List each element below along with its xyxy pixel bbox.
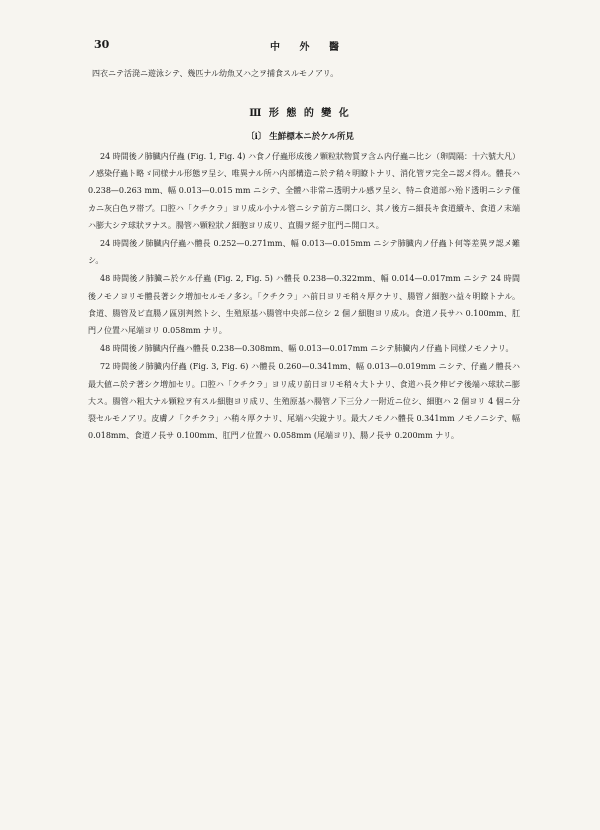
section-title: Ⅲ 形 態 的 變 化: [249, 108, 351, 119]
page-header: [0, 38, 600, 54]
paragraph: 72 時間後ノ肺臓内仔蟲 (Fig. 3, Fig. 6) ハ體長 0.260—0.341mm、幅 0.013—0.019mm ニシテ、仔蟲ノ體長ハ最大値ニ於テ著シク増加セリ。口腔ハ「クチクラ」ヨリ成リ前日ヨリモ稍々大トナリ、食道ハ長ク伸ビテ後端ハ球狀ニ膨大ス。腸管ハ粗大ナル顆粒ヲ有スル細胞ヨリ成リ、生殖原基ハ腸管ノ下三分ノ一附近ニ位シ、細胞ハ 2 個ヨリ 4 個ニ分裂セルモノアリ。皮膚ノ「クチクラ」ハ稍々厚クナリ、尾端ハ尖銳ナリ。最大ノモノハ體長 0.341mm ノモノニシテ、幅 0.018mm、食道ノ長サ 0.100mm、肛門ノ位置ハ 0.058mm (尾端ヨリ)、腸ノ長サ 0.200mm ナリ。: [88, 362, 520, 441]
continuation-text: 四衣ニテ活溌ニ遊泳シテ、幾匹ナル幼魚又ハ之ヲ捕食スルモノアリ。: [92, 69, 339, 78]
subsection-title: 〔i〕 生鮮標本ニ於ケル所見: [246, 132, 354, 142]
page-number: 30: [94, 38, 110, 51]
paragraph: 48 時間後ノ肺臓ニ於ケル仔蟲 (Fig. 2, Fig. 5) ハ體長 0.238—0.322mm、幅 0.014—0.017mm ニシテ 24 時間後ノモノヨリモ體長著シク増加セルモノ多シ。「クチクラ」ハ前日ヨリモ稍々厚クナリ、腸管ノ細胞ハ益々明瞭トナル。食道、腸管及ビ直腸ノ區別判然トシ、生殖原基ハ腸管中央部ニ位シ 2 個ノ細胞ヨリ成ル。食道ノ長サハ 0.100mm、肛門ノ位置ハ尾端ヨリ 0.058mm ナリ。: [88, 274, 520, 336]
journal-title: 中 外 醫: [270, 42, 347, 53]
body-text: [88, 148, 520, 445]
paragraph: 48 時間後ノ肺臓内仔蟲ハ體長 0.238—0.308mm、幅 0.013—0.017mm ニシテ肺臓内ノ仔蟲ト同様ノモノナリ。: [100, 344, 514, 354]
paragraph: 24 時間後ノ肺臓内仔蟲ハ體長 0.252—0.271mm、幅 0.013—0.015mm ニシテ肺臓内ノ仔蟲ト何等差異ヲ認メ難シ。: [88, 239, 520, 266]
paragraph: 24 時間後ノ肺臓内仔蟲 (Fig. 1, Fig. 4) ハ食ノ仔蟲形成後ノ顆粒狀物質ヲ含ム内仔蟲ニ比シ（卵間隔：十六號大凡）ノ感染仔蟲ト略ゞ同様ナル形態ヲ呈シ、唯異ナル所ハ内部構造ニ於テ稍々明瞭トナリ、消化管ヲ完全ニ認メ得ル。體長ハ 0.238—0.263 mm、幅 0.013—0.015 mm ニシテ、全體ハ非常ニ透明ナル感ヲ呈シ、特ニ食道部ハ殆ド透明ニシテ僅カニ灰白色ヲ帯ブ。口腔ハ「クチクラ」ヨリ成ル小ナル管ニシテ前方ニ開口シ、其ノ後方ニ細長キ食道續キ、食道ノ末端ハ膨大シテ球狀ヲナス。腸管ハ顆粒狀ノ細胞ヨリ成リ、直腸ヲ經テ肛門ニ開口ス。: [88, 152, 520, 230]
